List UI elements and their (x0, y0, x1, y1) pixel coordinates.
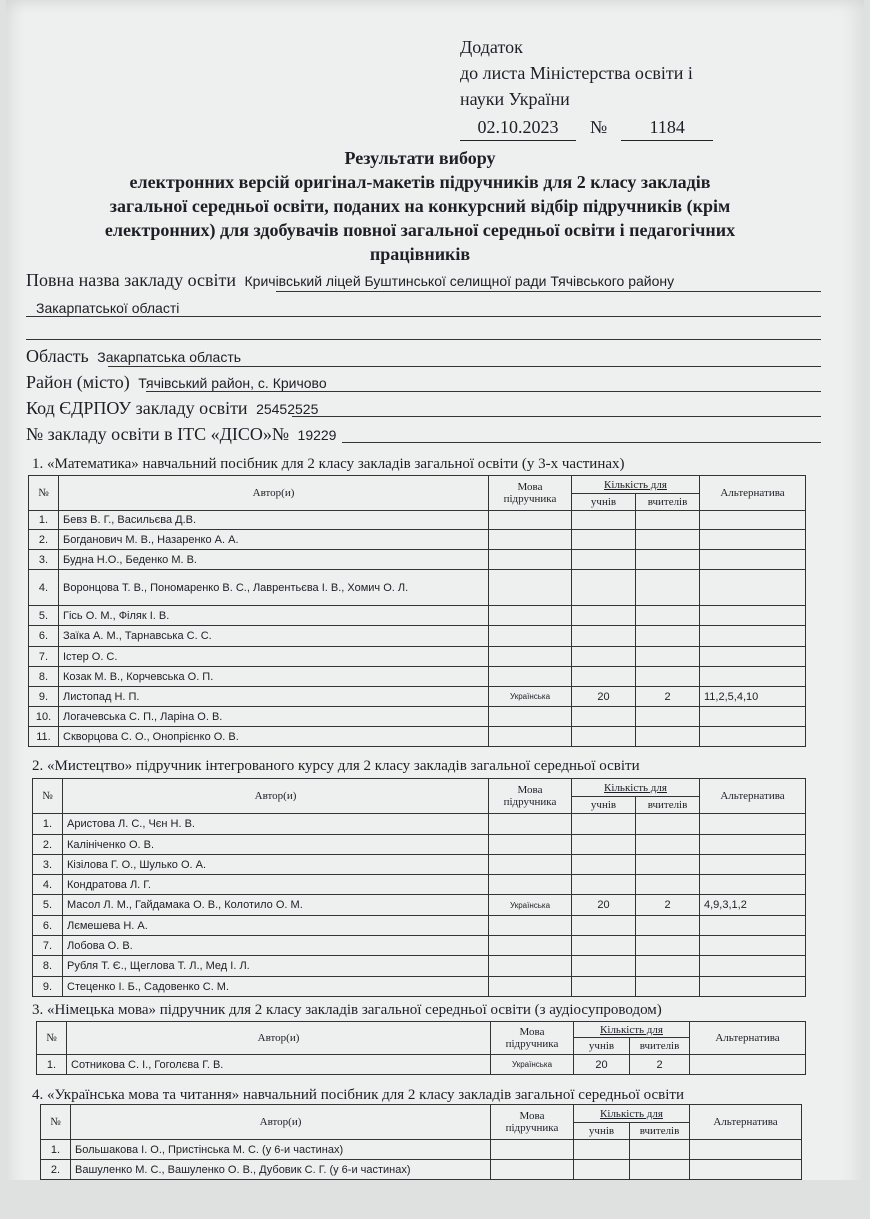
row-number: 3. (33, 855, 63, 875)
row-alt: 11,2,5,4,10 (700, 687, 806, 707)
row-students: 20 (574, 1055, 630, 1075)
school-name-value: Кричівський ліцей Буштинської селищної ради Тячівського району (244, 273, 675, 289)
table-row (29, 550, 806, 570)
col-teachers: вчителів (630, 1123, 690, 1140)
row-lang (489, 727, 572, 747)
table-row (33, 895, 806, 916)
col-no: № (29, 476, 59, 511)
row-students (572, 707, 636, 727)
col-lang: Мова підручника (491, 1022, 574, 1055)
row-students (572, 977, 636, 997)
disco-value: 19229 (297, 427, 337, 443)
row-number: 4. (33, 875, 63, 895)
number-sign: № (590, 117, 608, 137)
row-teachers (636, 814, 700, 835)
col-students: учнів (574, 1123, 630, 1140)
edrpou-label: Код ЄДРПОУ закладу освіти (26, 398, 248, 418)
table-row (29, 647, 806, 667)
row-students (572, 727, 636, 747)
row-lang (489, 855, 572, 875)
row-teachers (636, 936, 700, 956)
underline (26, 339, 821, 340)
row-teachers (630, 1140, 690, 1160)
underline (342, 442, 821, 443)
row-number: 6. (33, 916, 63, 936)
row-author: Стеценко І. Б., Садовенко С. М. (63, 977, 489, 997)
row-number: 1. (37, 1055, 67, 1075)
row-students (572, 956, 636, 977)
row-number: 5. (33, 895, 63, 916)
row-alt (700, 936, 806, 956)
row-alt (700, 727, 806, 747)
row-author: Вашуленко М. С., Вашуленко О. В., Дубовик С. Г. (у 6-и частинах) (71, 1160, 491, 1180)
row-author: Гісь О. М., Філяк І. В. (59, 606, 489, 626)
col-teachers: вчителів (636, 797, 700, 814)
col-alt: Альтернатива (690, 1022, 806, 1055)
row-author: Аристова Л. С., Чєн Н. В. (63, 814, 489, 835)
row-students (572, 835, 636, 855)
section-4-table (40, 1104, 802, 1180)
title-line-1: Результати вибору (344, 148, 496, 168)
table-row (33, 916, 806, 936)
district-value: Тячівський район, с. Кричово (138, 375, 327, 391)
table-row (33, 875, 806, 895)
table-row (33, 977, 806, 997)
row-number: 8. (29, 667, 59, 687)
section-2-table (32, 778, 806, 997)
row-students (574, 1160, 630, 1180)
table-row (29, 570, 806, 606)
table-row (33, 814, 806, 835)
title-line-5: працівників (369, 244, 471, 264)
disco-label: № закладу освіти в ІТС «ДІСО»№ (26, 424, 290, 444)
row-teachers (636, 977, 700, 997)
table-row (29, 687, 806, 707)
row-lang (489, 570, 572, 606)
addendum-line-1: Додаток (460, 37, 523, 57)
row-number: 2. (29, 530, 59, 550)
table-row (33, 956, 806, 977)
row-students (572, 550, 636, 570)
row-author: Логачевська С. П., Ларіна О. В. (59, 707, 489, 727)
row-teachers (636, 956, 700, 977)
row-teachers (636, 835, 700, 855)
row-alt (700, 570, 806, 606)
section-1-title: 1. «Математика» навчальний посібник для 2 класу закладів загальної освіти (у 3-х частинах) (32, 456, 625, 472)
row-alt (700, 511, 806, 530)
row-number: 10. (29, 707, 59, 727)
row-author: Лобова О. В. (63, 936, 489, 956)
col-author: Автор(и) (59, 476, 489, 511)
row-lang (489, 530, 572, 550)
row-number: 8. (33, 956, 63, 977)
row-students (572, 606, 636, 626)
row-students (572, 875, 636, 895)
table-row (29, 667, 806, 687)
col-teachers: вчителів (630, 1038, 690, 1055)
row-author: Калініченко О. В. (63, 835, 489, 855)
row-alt (700, 667, 806, 687)
col-alt: Альтернатива (690, 1105, 802, 1140)
row-students (572, 667, 636, 687)
row-alt (700, 916, 806, 936)
table-row (29, 707, 806, 727)
underline (276, 291, 821, 292)
row-teachers (636, 707, 700, 727)
row-lang (489, 707, 572, 727)
col-teachers: вчителів (636, 494, 700, 511)
row-number: 4. (29, 570, 59, 606)
title-line-3: загальної середньої освіти, поданих на конкурсний відбір підручників (крім (109, 196, 731, 216)
col-qty: Кількість для (574, 1022, 690, 1038)
row-author: Бевз В. Г., Васильєва Д.В. (59, 511, 489, 530)
letter-number: 1184 (621, 114, 713, 141)
addendum-line-3: науки України (460, 89, 570, 109)
row-number: 1. (29, 511, 59, 530)
row-alt (700, 530, 806, 550)
row-lang (489, 835, 572, 855)
row-author: Будна Н.О., Беденко М. В. (59, 550, 489, 570)
row-students (572, 855, 636, 875)
title-line-4: електронних) для здобувачів повної загальної середньої освіти і педагогічних (104, 220, 736, 240)
row-author: Скворцова С. О., Онопрієнко О. В. (59, 727, 489, 747)
section-3-table (36, 1021, 806, 1075)
section-4-title: 4. «Українська мова та читання» навчальний посібник для 2 класу закладів загальної середньої освіти (32, 1087, 684, 1103)
row-author: Лємешева Н. А. (63, 916, 489, 936)
row-lang (489, 626, 572, 647)
row-teachers (636, 727, 700, 747)
title-line-2: електронних версій оригінал-макетів підручників для 2 класу закладів (129, 172, 711, 192)
col-alt: Альтернатива (700, 476, 806, 511)
row-alt (690, 1055, 806, 1075)
table-row (29, 626, 806, 647)
row-lang (489, 511, 572, 530)
row-alt (700, 977, 806, 997)
district-field (26, 372, 327, 393)
row-students (572, 570, 636, 606)
row-author: Воронцова Т. В., Пономаренко В. С., Лаврентьєва І. В., Хомич О. Л. (59, 570, 489, 606)
row-number: 6. (29, 626, 59, 647)
row-author: Істер О. С. (59, 647, 489, 667)
row-lang (489, 667, 572, 687)
row-number: 5. (29, 606, 59, 626)
row-lang (489, 550, 572, 570)
row-lang (491, 1140, 574, 1160)
col-no: № (41, 1105, 71, 1140)
row-number: 2. (33, 835, 63, 855)
table-row (29, 530, 806, 550)
row-lang (489, 875, 572, 895)
disco-field (26, 424, 336, 445)
letter-date: 02.10.2023 (460, 114, 576, 141)
row-number: 9. (29, 687, 59, 707)
row-author: Масол Л. М., Гайдамака О. В., Колотило О. М. (63, 895, 489, 916)
row-teachers (636, 647, 700, 667)
row-students (572, 814, 636, 835)
row-students: 20 (572, 687, 636, 707)
col-alt: Альтернатива (700, 779, 806, 814)
row-lang: Українська (489, 895, 572, 916)
row-alt: 4,9,3,1,2 (700, 895, 806, 916)
row-students (572, 511, 636, 530)
district-label: Район (місто) (26, 372, 130, 392)
col-students: учнів (574, 1038, 630, 1055)
table-row (33, 936, 806, 956)
row-teachers (636, 570, 700, 606)
col-author: Автор(и) (67, 1022, 491, 1055)
underline (292, 416, 821, 417)
col-author: Автор(и) (63, 779, 489, 814)
row-alt (700, 956, 806, 977)
table-row (29, 511, 806, 530)
col-lang: Мова підручника (489, 779, 572, 814)
row-number: 2. (41, 1160, 71, 1180)
row-alt (700, 855, 806, 875)
row-alt (700, 647, 806, 667)
row-teachers (636, 916, 700, 936)
row-author: Кондратова Л. Г. (63, 875, 489, 895)
row-lang (489, 977, 572, 997)
section-1-table (28, 475, 806, 747)
row-alt (700, 875, 806, 895)
underline (146, 391, 821, 392)
row-lang (489, 647, 572, 667)
row-lang: Українська (489, 687, 572, 707)
row-lang (489, 916, 572, 936)
row-students (572, 936, 636, 956)
row-students: 20 (572, 895, 636, 916)
edrpou-field (26, 398, 318, 419)
row-author: Кізілова Г. О., Шулько О. А. (63, 855, 489, 875)
row-alt (700, 814, 806, 835)
row-lang (489, 936, 572, 956)
region-field (26, 346, 241, 367)
row-students (572, 626, 636, 647)
row-author: Козак М. В., Корчевська О. П. (59, 667, 489, 687)
row-teachers (636, 626, 700, 647)
row-teachers (636, 875, 700, 895)
row-lang: Українська (491, 1055, 574, 1075)
edrpou-value: 25452525 (256, 401, 319, 417)
underline (26, 316, 821, 317)
table-row (37, 1055, 806, 1075)
row-number: 1. (41, 1140, 71, 1160)
row-teachers (636, 550, 700, 570)
school-name-value-2: Закарпатської області (36, 300, 180, 316)
school-name-field (26, 270, 674, 291)
row-number: 1. (33, 814, 63, 835)
row-students (572, 916, 636, 936)
document-title (40, 146, 800, 266)
row-author: Большакова І. О., Пристінська М. С. (у 6-и частинах) (71, 1140, 491, 1160)
row-teachers: 2 (636, 895, 700, 916)
col-lang: Мова підручника (489, 476, 572, 511)
row-number: 3. (29, 550, 59, 570)
row-number: 7. (33, 936, 63, 956)
col-students: учнів (572, 494, 636, 511)
row-lang (489, 814, 572, 835)
school-name-field-cont (32, 297, 179, 318)
region-label: Область (26, 346, 89, 366)
underline (108, 366, 821, 367)
table-row (33, 835, 806, 855)
table-row (41, 1160, 802, 1180)
section-3-title: 3. «Німецька мова» підручник для 2 класу закладів загальної середньої освіти (з аудіосупроводом) (32, 1002, 662, 1018)
row-teachers (636, 855, 700, 875)
row-author: Листопад Н. П. (59, 687, 489, 707)
row-alt (700, 606, 806, 626)
row-alt (700, 707, 806, 727)
row-lang (489, 956, 572, 977)
row-teachers (630, 1160, 690, 1180)
row-alt (690, 1160, 802, 1180)
row-teachers (636, 511, 700, 530)
section-2-title: 2. «Мистецтво» підручник інтегрованого курсу для 2 класу закладів загальної середньої освіти (32, 758, 640, 774)
photo-bottom-edge (0, 1180, 870, 1219)
col-qty: Кількість для (572, 476, 700, 494)
col-no: № (33, 779, 63, 814)
row-teachers: 2 (630, 1055, 690, 1075)
row-students (572, 530, 636, 550)
letter-ref (460, 114, 713, 141)
col-qty: Кількість для (574, 1105, 690, 1123)
row-alt (700, 550, 806, 570)
row-number: 7. (29, 647, 59, 667)
region-value: Закарпатська область (97, 349, 242, 365)
row-lang (491, 1160, 574, 1180)
addendum-line-2: до листа Міністерства освіти і (460, 63, 693, 83)
col-no: № (37, 1022, 67, 1055)
row-number: 11. (29, 727, 59, 747)
school-name-label: Повна назва закладу освіти (26, 270, 237, 290)
col-lang: Мова підручника (491, 1105, 574, 1140)
row-teachers (636, 667, 700, 687)
row-author: Богданович М. В., Назаренко А. А. (59, 530, 489, 550)
table-row (41, 1140, 802, 1160)
table-row (29, 606, 806, 626)
addendum-block (460, 34, 713, 141)
row-teachers (636, 530, 700, 550)
row-author: Сотникова С. І., Гоголєва Г. В. (67, 1055, 491, 1075)
table-row (29, 727, 806, 747)
row-author: Заїка А. М., Тарнавська С. С. (59, 626, 489, 647)
row-alt (700, 626, 806, 647)
table-row (33, 855, 806, 875)
col-author: Автор(и) (71, 1105, 491, 1140)
col-qty: Кількість для (572, 779, 700, 797)
row-teachers (636, 606, 700, 626)
row-alt (690, 1140, 802, 1160)
row-author: Рубля Т. Є., Щеглова Т. Л., Мед І. Л. (63, 956, 489, 977)
row-lang (489, 606, 572, 626)
row-alt (700, 835, 806, 855)
row-students (574, 1140, 630, 1160)
row-number: 9. (33, 977, 63, 997)
col-students: учнів (572, 797, 636, 814)
row-teachers: 2 (636, 687, 700, 707)
row-students (572, 647, 636, 667)
